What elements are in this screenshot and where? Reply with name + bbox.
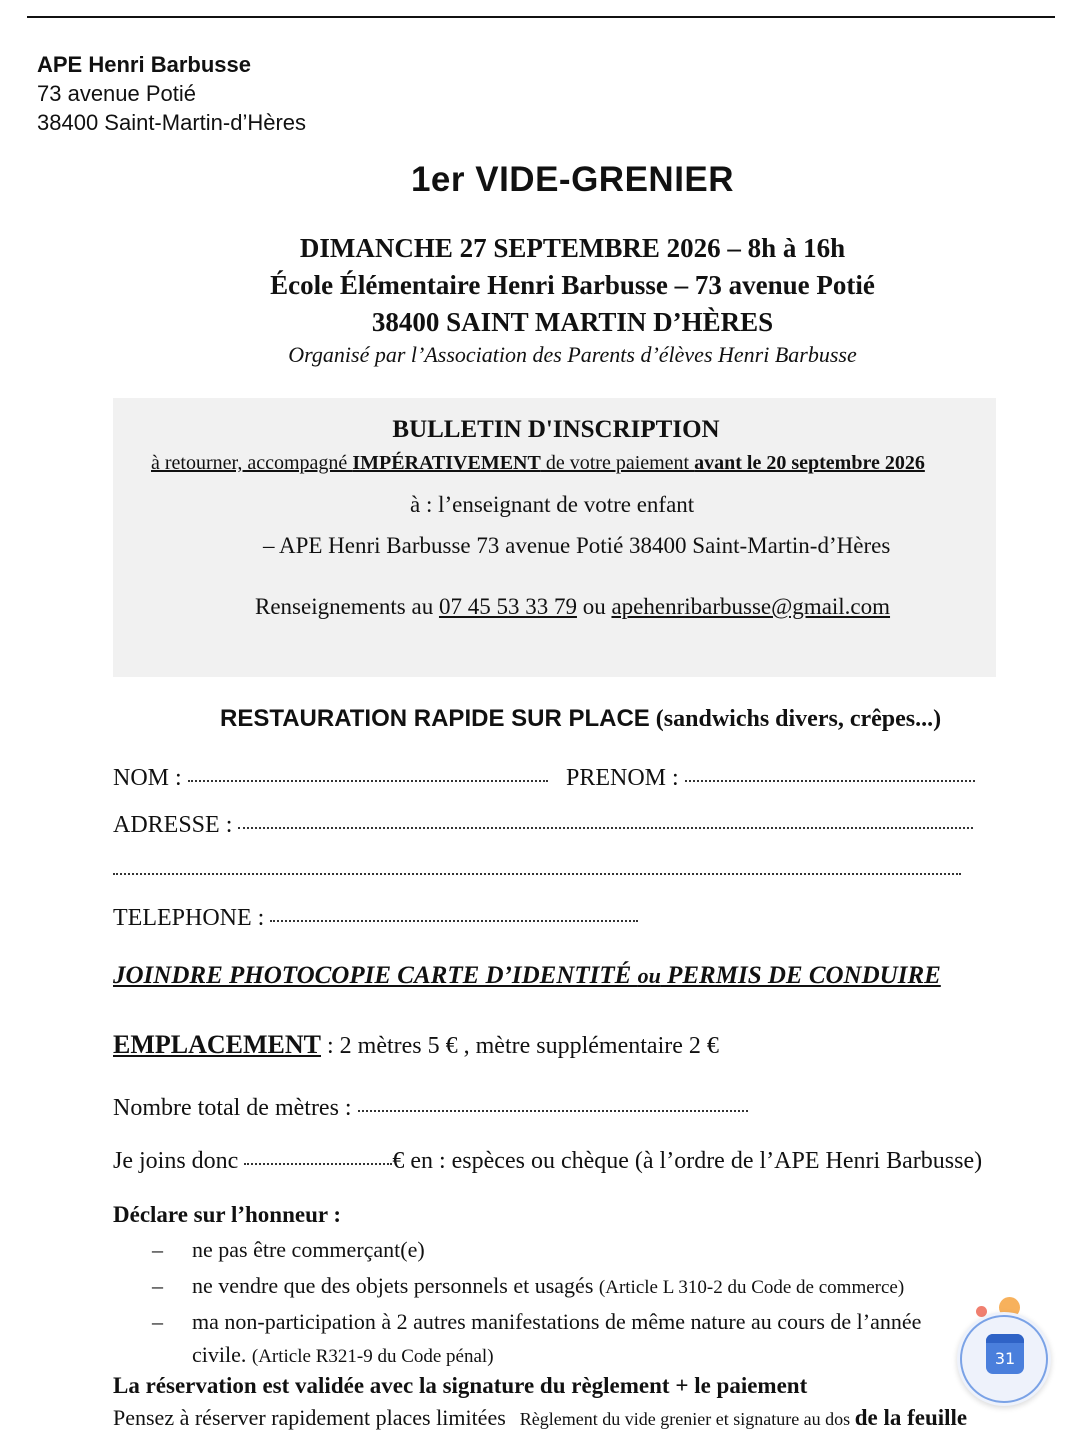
prenom-dotted-line[interactable] [685,762,975,782]
page-title: 1er VIDE-GRENIER [410,160,735,199]
restauration-main: RESTAURATION RAPIDE SUR PLACE [220,705,650,732]
declaration-item-3-cont: civile. [192,1342,252,1367]
contact-or: ou [576,594,612,619]
calendar-icon-header [986,1334,1024,1343]
contact-label: Renseignements au [255,594,439,619]
footer-text-c: de la feuille [854,1405,968,1430]
metres-dotted-line[interactable] [358,1092,748,1112]
emplacement-label: EMPLACEMENT [113,1030,321,1059]
emplacement-price: : 2 mètres 5 € , mètre supplémentaire 2 € [321,1033,719,1059]
return-text-a: à retourner, accompagné [151,452,353,474]
prenom-label: PRENOM : [566,765,679,791]
footer-text-a: Pensez à réserver rapidement places limitées [113,1405,506,1430]
return-text-c: de votre paiement [540,452,695,474]
payment-field[interactable] [113,1148,982,1175]
declaration-item-2: – ne vendre que des objets personnels et usagés (Article L 310-2 du Code de commerce) [152,1273,905,1298]
restauration-line [220,705,941,733]
return-deadline: avant le 20 septembre 2026 [694,452,925,474]
contact-email-link[interactable]: apehenribarbusse@gmail.com [611,594,891,619]
declaration-item-2-text: ne vendre que des objets personnels et usagés [192,1273,599,1298]
adresse-dotted-line-2[interactable] [113,855,961,875]
calendar-icon [986,1334,1024,1374]
contact-info [255,594,890,620]
return-to-ape: – APE Henri Barbusse 73 avenue Potié 38400 Saint-Martin-d’Hères [263,533,891,558]
sender-address [37,50,306,137]
emplacement-line [113,1030,719,1060]
identity-requirement [113,962,941,990]
event-date: DIMANCHE 27 SEPTEMBRE 2026 – 8h à 16h [299,233,846,263]
payment-dotted-line[interactable] [244,1145,392,1165]
declaration-item-3: – ma non-participation à 2 autres manifestations de même nature au cours de l’année [152,1309,922,1334]
declaration-item-3-ref: (Article R321-9 du Code pénal) [251,1346,494,1367]
declaration-item-1: – ne pas être commerçant(e) [152,1237,425,1262]
event-organizer: Organisé par l’Association des Parents d’élèves Henri Barbusse [288,342,857,367]
contact-phone-link[interactable]: 07 45 53 33 79 [438,594,577,619]
calendar-day-number: 31 [994,1349,1016,1368]
adresse-field[interactable] [113,812,973,839]
declaration-item-3-continued [192,1342,494,1368]
bulletin-box [113,398,996,677]
restauration-detail: (sandwichs divers, crêpes...) [649,706,942,732]
declaration-item-3-text: ma non-participation à 2 autres manifestations de même nature au cours de l’année [192,1309,922,1334]
footer-text-b: Règlement du vide grenier et signature au dos [519,1409,855,1429]
nom-field[interactable] [113,765,548,792]
identity-part-b: PERMIS DE CONDUIRE [660,962,941,989]
nom-label: NOM : [113,765,182,791]
validation-statement: La réservation est validée avec la signature du règlement + le paiement [113,1373,808,1398]
event-city: 38400 SAINT MARTIN D’HÈRES [371,307,774,337]
return-instructions [151,452,925,475]
calendar-floating-button[interactable] [957,1312,1051,1406]
nom-dotted-line[interactable] [188,762,548,782]
footer-line [113,1405,967,1431]
payment-text-a: Je joins donc [113,1148,245,1174]
declaration-heading: Déclare sur l’honneur : [113,1202,342,1227]
event-place: École Élémentaire Henri Barbusse – 73 avenue Potié [270,270,875,300]
return-to-teacher: à : l’enseignant de votre enfant [410,492,695,517]
metres-label: Nombre total de mètres : [113,1095,352,1121]
adresse-label: ADRESSE : [113,812,233,838]
adresse-dotted-line[interactable] [238,809,973,829]
telephone-dotted-line[interactable] [270,902,638,922]
adresse-field-line2[interactable] [113,858,961,885]
sender-city: 38400 Saint-Martin-d’Hères [37,110,307,135]
return-imperatively: IMPÉRATIVEMENT [352,452,541,474]
telephone-field[interactable] [113,905,638,932]
sender-org: APE Henri Barbusse [37,52,251,77]
declaration-item-2-ref: (Article L 310-2 du Code de commerce) [598,1277,905,1298]
payment-text-b: € en : espèces ou chèque (à l’ordre de l’APE Henri Barbusse) [392,1148,983,1174]
prenom-field[interactable] [566,765,975,792]
metres-field[interactable] [113,1095,748,1122]
identity-part-a: JOINDRE PHOTOCOPIE CARTE D’IDENTITÉ [113,962,638,989]
top-rule [27,16,1055,18]
identity-or: ou [637,963,661,988]
sender-street: 73 avenue Potié [37,81,197,106]
telephone-label: TELEPHONE : [113,905,265,931]
bulletin-heading: BULLETIN D'INSCRIPTION [392,416,720,443]
declaration-item-1-text: ne pas être commerçant(e) [192,1237,425,1262]
